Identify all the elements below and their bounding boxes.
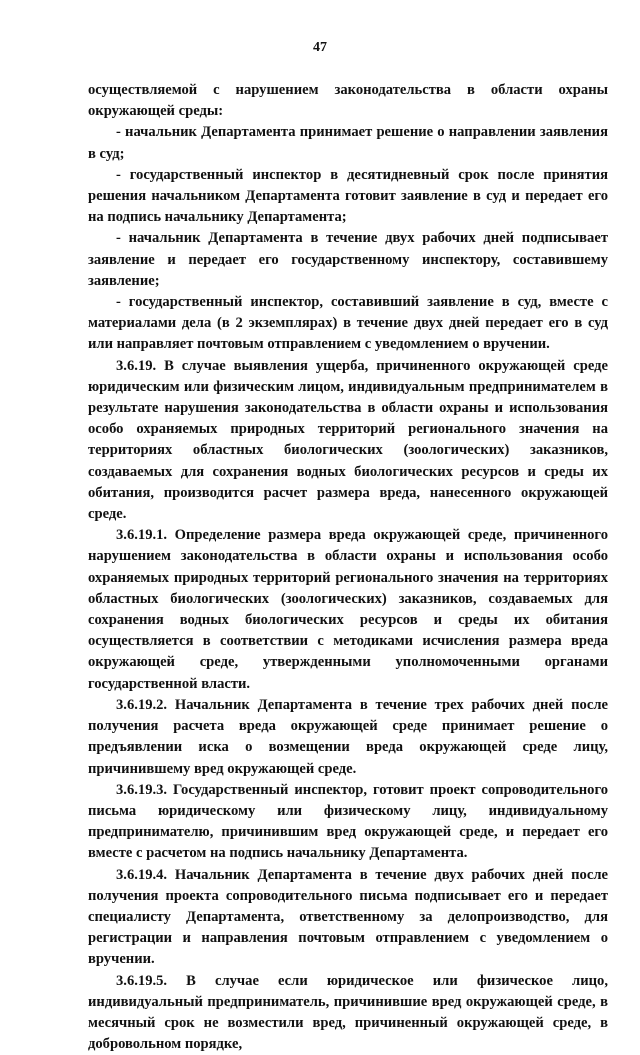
paragraph-3-6-19-3: 3.6.19.3. Государственный инспектор, готовит проект сопроводительного письма юридическому или физическому лицу, индивидуальному предпринимателю, причинившим вред окружающей среде, и передает его вместе с расчетом на подпись начальнику Департамента. — [88, 781, 608, 862]
paragraph-3-6-19-5: 3.6.19.5. В случае если юридическое или физическое лицо, индивидуальный предприниматель, причинившие вред окружающей среде, в месячный срок не возместили вред, причиненный окружающей среде, в добровольном порядке, — [88, 972, 608, 1053]
paragraph-list-item-4: - государственный инспектор, составивший заявление в суд, вместе с материалами дела (в 2 экземплярах) в течение двух дней передает его в суд или направляет почтовым отправлением с уведомлением о вручении. — [88, 294, 608, 353]
page-number: 47 — [313, 40, 327, 55]
document-body — [88, 80, 608, 1055]
paragraph-list-item-2: - государственный инспектор в десятидневный срок после принятия решения начальником Департамента готовит заявление в суд и передает его на подпись начальнику Департамента; — [88, 166, 608, 226]
paragraph-3-6-19: 3.6.19. В случае выявления ущерба, причиненного окружающей среде юридическим или физическим лицом, индивидуальным предпринимателем в результате нарушения законодательства в области охраны и использования особо охраняемых природных территорий регионального значения на территориях областных биологических (зоологических) заказников, создаваемых для сохранения водных биологических ресурсов и среды их обитания, производится расчет размера вреда, нанесенного окружающей среде. — [88, 357, 608, 523]
paragraph-continuation: осуществляемой с нарушением законодательства в области охраны окружающей среды: — [88, 82, 608, 120]
paragraph-3-6-19-4: 3.6.19.4. Начальник Департамента в течение двух рабочих дней после получения проекта сопроводительного письма подписывает его и передает специалисту Департамента, ответственному за делопроизводство, для регистрации и направления почтовым отправлением с уведомлением о вручении. — [88, 866, 608, 968]
paragraph-3-6-19-1: 3.6.19.1. Определение размера вреда окружающей среде, причиненного нарушением законодательства в области охраны и использования особо охраняемых природных территорий регионального значения на территориях областных биологических (зоологических) заказников, создаваемых для сохранения водных биологических ресурсов и среды их обитания осуществляется в соответствии с методиками исчисления размера вреда окружающей среде, утвержденными уполномоченными органами государственной власти. — [88, 527, 608, 692]
paragraph-3-6-19-2: 3.6.19.2. Начальник Департамента в течение трех рабочих дней после получения расчета вреда окружающей среде принимает решение о предъявлении иска о возмещении вреда окружающей среде лицу, причинившему вред окружающей среде. — [88, 696, 608, 777]
paragraph-list-item-1: - начальник Департамента принимает решение о направлении заявления в суд; — [88, 124, 608, 162]
paragraph-list-item-3: - начальник Департамента в течение двух рабочих дней подписывает заявление и передает его государственному инспектору, составившему заявление; — [88, 230, 608, 289]
